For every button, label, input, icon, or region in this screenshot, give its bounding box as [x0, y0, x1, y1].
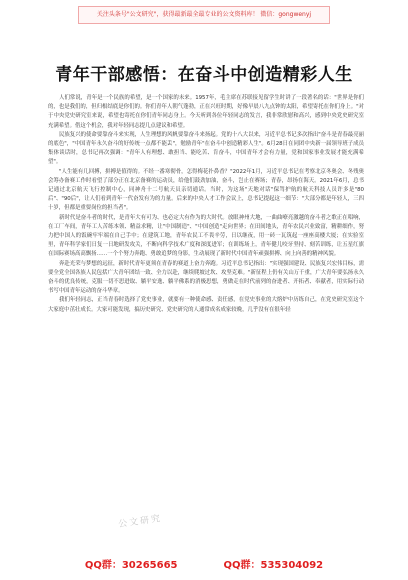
- footer: [0, 556, 408, 571]
- paragraph: 人们常说，青年是一个民族的希望，是一个国家的未来。1957年，毛主席在苏联接见留学生时讲了一段著名的话："世界是你们的，也是我们的，但归根结底是你们的。你们青年人朝气蓬勃，正在兴旺时期，好像早晨八九点钟的太阳，希望寄托在你们身上。"对于中央党史研究室来说，希望也寄托在你们青年同志身上。今天听到各位年轻同志的发言，我非常欣慰和高兴，感到中央党史研究室充满希望。借这个机会，我对年轻同志提几点建议和希望。: [48, 95, 364, 129]
- paragraph: 新时代是奋斗者的时代，是青年大有可为、也必定大有作为的大时代。放眼神州大地，一曲曲嘹亮激越的奋斗者之歌正在唱响，在工厂车间，青年工人苦练本领、精益求精，让"中国制造"、"中国创造"走向世界；在田间地头，青年农民兴业致富，精耕细作，努力把中国人的饭碗牢牢端在自己手中；在建筑工地，青年农民工不畏辛劳，日以继夜，用一砖一瓦筑起一座座高楼大厦；在实验室里，青年科学家们日复一日地研发攻关，不断向科学技术广度和深度进军；在训练场上，青年健儿咬牙坚持、刻苦训练，让五星红旗在国际赛场高高飘扬……一个个努力奔跑、勇敢追梦的身影，生动展现了新时代中国青年顽强拼搏、向上向善的精神风貌。: [48, 214, 364, 258]
- paragraph: 民族复兴的使命要靠奋斗来实现，人生理想的风帆要靠奋斗来扬起。党的十八大以来，习近平总书记多次指出"奋斗是青春最亮丽的底色"，"中国青年永久奋斗的好传统一点都不能丢"，勉励青年"在奋斗中创造精彩人生"。6月28日在同团中央新一届领导班子成员集体谈话时，总书记再次强调："青年人有理想、敢担当、能吃苦、肯奋斗，中国青年才会有力量，党和国家事业发展才能充满希望"。: [48, 131, 364, 166]
- paragraph: 奔赴光荣与梦想的远征，新时代青年更须在青春的赛道上奋力奔跑。习近平总书记指出："实现强国建设、民族复兴宏伟目标，需要全党全国各族人民包括广大青年团结一致、全力以赴，继续爬坡过坎、攻坚克难。"新征程上仍有关山万千重，广大青年要弘扬永久奋斗的优良传统，克服一切不思进取、躺平安逸、躺平佛系的消极思想，勇做走在时代前列的奋进者、开拓者、奉献者，用实际行动书写中国青年运动的奋斗华章。: [48, 260, 364, 295]
- qq-group-1: QQ群：30265665: [84, 560, 178, 571]
- article-body: [48, 94, 364, 554]
- paragraph: 我们年轻同志，正当青春时选择了党史事业，就要有一种使命感、责任感，在党史事业的大熔炉中历练自己，在党史研究室这个大家庭中茁壮成长。大家可能发现，搞历史研究、党史研究的人通常成名成家较晚，几乎没有在很年轻: [48, 297, 364, 313]
- article-title: 青年干部感悟：在奋斗中创造精彩人生: [55, 65, 353, 85]
- qq-group-2: QQ群：535304092: [223, 560, 324, 571]
- banner-text: 关注头条号"公文研究"，获得最新最全最专业的公文资料库！ 微信：gongwenyj: [96, 11, 312, 18]
- watermark: 公文研究: [117, 513, 163, 530]
- paragraph: "人生能有几回搏，拼搏是值得的。不经一番寒彻骨，怎得梅花扑鼻香？"2022年1月，习近平总书记在考察北京冬奥会、冬残奥会筹办备赛工作时看望了部分正在北京备赛的运动员，给他们鼓劲加油，奋斗，岂止在赛场；青春，昂扬在海天。2021年6月，总书记通过北京航天飞行控制中心，同神舟十二号航天员亲切通话。当时，为这场"天地对话"保驾护航的航天科技人员许多是"80后"、"90后"，让人们看到青年一代奋发有为的力量。后来的中央人才工作会议上，总书记提起这一细节："大部分都是年轻人，三四十岁，但都是重要岗位的担当者"。: [48, 168, 364, 212]
- header-banner: [78, 6, 330, 24]
